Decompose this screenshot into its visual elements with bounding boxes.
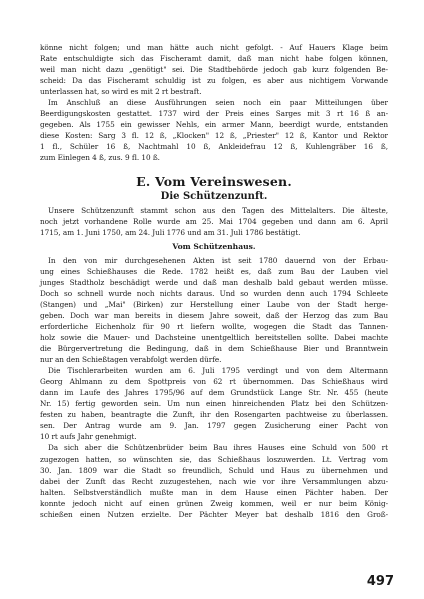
text-line: 10 rt aufs Jahr genehmigt. (40, 432, 137, 442)
text-line: könne nicht folgen; und man hätte auch nicht gefolgt. - Auf Hauers Klage beim (40, 43, 388, 52)
text-line: holz sowie die Mauer- und Dachsteine unentgeltlich bereitstellen sollte. Dabei machte (40, 332, 388, 342)
text-line: diese Kosten: Sarg 3 fl. 12 ß, „Klocken" 12 ß, „Priester" 12 ß, Kantor und Rektor (40, 131, 388, 141)
text-line: noch jetzt vorhandene Rolle wurde am 25. Mai 1704 gegeben und dann am 6. April (40, 216, 388, 226)
document-page (40, 42, 388, 520)
text-line: dann im Laufe des Jahres 1795/96 auf dem Grundstück Lange Str. Nr. 455 (heute (40, 388, 388, 398)
minor-heading: Vom Schützenhaus. (172, 241, 256, 251)
text-line: dabei der Zunft das Recht zuzugestehen, nach wie vor ihre Versammlungen abzu- (40, 476, 388, 486)
text-line: junges Stadtholz beschädigt werde und daß man deshalb bald gebaut werden müsse. (40, 277, 388, 287)
text-line: Unsere Schützenzunft stammt schon aus den Tagen des Mittelalters. Die älteste, (48, 205, 388, 215)
text-line: Rate entschuldigte sich das Fischeramt damit, daß man nicht habe folgen können, (40, 54, 388, 64)
text-line: 1715, am 1. Juni 1750, am 24. Juli 1776 und am 31. Juli 1786 bestätigt. (40, 227, 301, 237)
text-line: erforderliche Eichenholz für 90 rt liefern wollte, wogegen die Stadt das Tannen- (40, 321, 388, 331)
text-line: schießen einen Nutzen erzielte. Der Pächter Meyer bat deshalb 1816 den Groß- (40, 509, 388, 519)
subsection-heading: Die Schützenzunft. (160, 190, 268, 202)
text-line: die Bürgervertretung die Bedingung, daß in dem Schießhause Bier und Branntwein (40, 344, 388, 354)
text-line: 1 fl., Schüler 16 ß, Nachtmahl 10 ß, Ankleidefrau 12 ß, Kuhlengräber 16 ß, (40, 142, 388, 152)
text-line: scheid: Da das Fischeramt schuldig ist zu folgen, es aber aus nichtigem Vorwande (40, 76, 388, 86)
text-line: 30. Jan. 1809 war die Stadt so freundlich, Schuld und Haus zu übernehmen und (40, 465, 388, 475)
text-line: Da sich aber die Schützenbrüder beim Bau ihres Hauses eine Schuld von 500 rt (48, 443, 388, 453)
text-line: konnte jedoch nicht auf einen grünen Zweig kommen, weil er nur beim König- (40, 498, 388, 508)
paragraph-guild-origin (40, 205, 388, 238)
page-number: 497 (366, 574, 394, 589)
text-line: weil man nicht dazu „genötigt" sei. Die Stadtbehörde jedoch gab kurz folgenden Be- (40, 65, 388, 75)
text-line: zum Einlegen 4 ß, zus. 9 fl. 10 ß. (40, 153, 160, 163)
text-line: zugezogen hatten, so wünschten sie, das Schießhaus loszuwerden. Lt. Vertrag vom (40, 454, 388, 464)
text-line: nur an den Schießtagen verabfolgt werden dürfe. (40, 355, 222, 365)
text-line: Die Tischlerarbeiten wurden am 6. Juli 1795 verdingt und von dem Altermann (48, 366, 388, 376)
text-line: Nr. 15) fertig geworden sein. Um nun einen hinreichenden Platz bei den Schützen- (40, 399, 388, 409)
paragraph-house-construction (40, 255, 388, 365)
text-line: sen. Der Antrag wurde am 9. Jan. 1797 gegen Zusicherung einer Pacht von (40, 421, 388, 431)
text-line: festen zu haben, beantragte die Zunft, ihr den Rosengarten pachtweise zu überlassen. (40, 410, 388, 420)
paragraph-carpentry (40, 365, 388, 442)
section-heading: E. Vom Vereinswesen. (136, 173, 292, 189)
text-line: unterlassen hat, so wird es mit 2 rt bestraft. (40, 87, 202, 97)
paragraph-debt (40, 442, 388, 519)
text-line: Doch so schnell wurde noch nichts daraus. Und so wurden denn auch 1794 Schleete (40, 288, 388, 298)
text-line: halten. Selbstverständlich mußte man in dem Hause einen Pächter haben. Der (40, 487, 388, 497)
text-line: Im Anschluß an diese Ausführungen seien noch ein paar Mitteilungen über (48, 98, 388, 108)
text-line: Georg Ahlmann zu dem Spottpreis von 62 rt übernommen. Das Schießhaus wird (40, 377, 388, 387)
text-line: geben. Doch war man bereits in diesem Jahre soweit, daß der Herzog das zum Bau (40, 310, 388, 320)
text-line: In den von mir durchgesehenen Akten ist seit 1780 dauernd von der Erbau- (48, 255, 388, 265)
paragraph-funeral-costs (40, 97, 388, 163)
paragraph-fishery-verdict (40, 42, 388, 97)
text-line: Beerdigungskosten gestattet. 1737 wird der Preis eines Sarges mit 3 rt 16 ß an- (40, 109, 388, 119)
text-line: gegeben. Als 1755 ein gewisser Nehls, ein armer Mann, beerdigt wurde, entstanden (40, 120, 388, 130)
text-line: (Stangen) und „Mai" (Birken) zur Herstellung einer Laube von der Stadt herge- (40, 299, 388, 309)
text-line: ung eines Schießhauses die Rede. 1782 heißt es, daß zum Bau der Lauben viel (40, 266, 388, 276)
